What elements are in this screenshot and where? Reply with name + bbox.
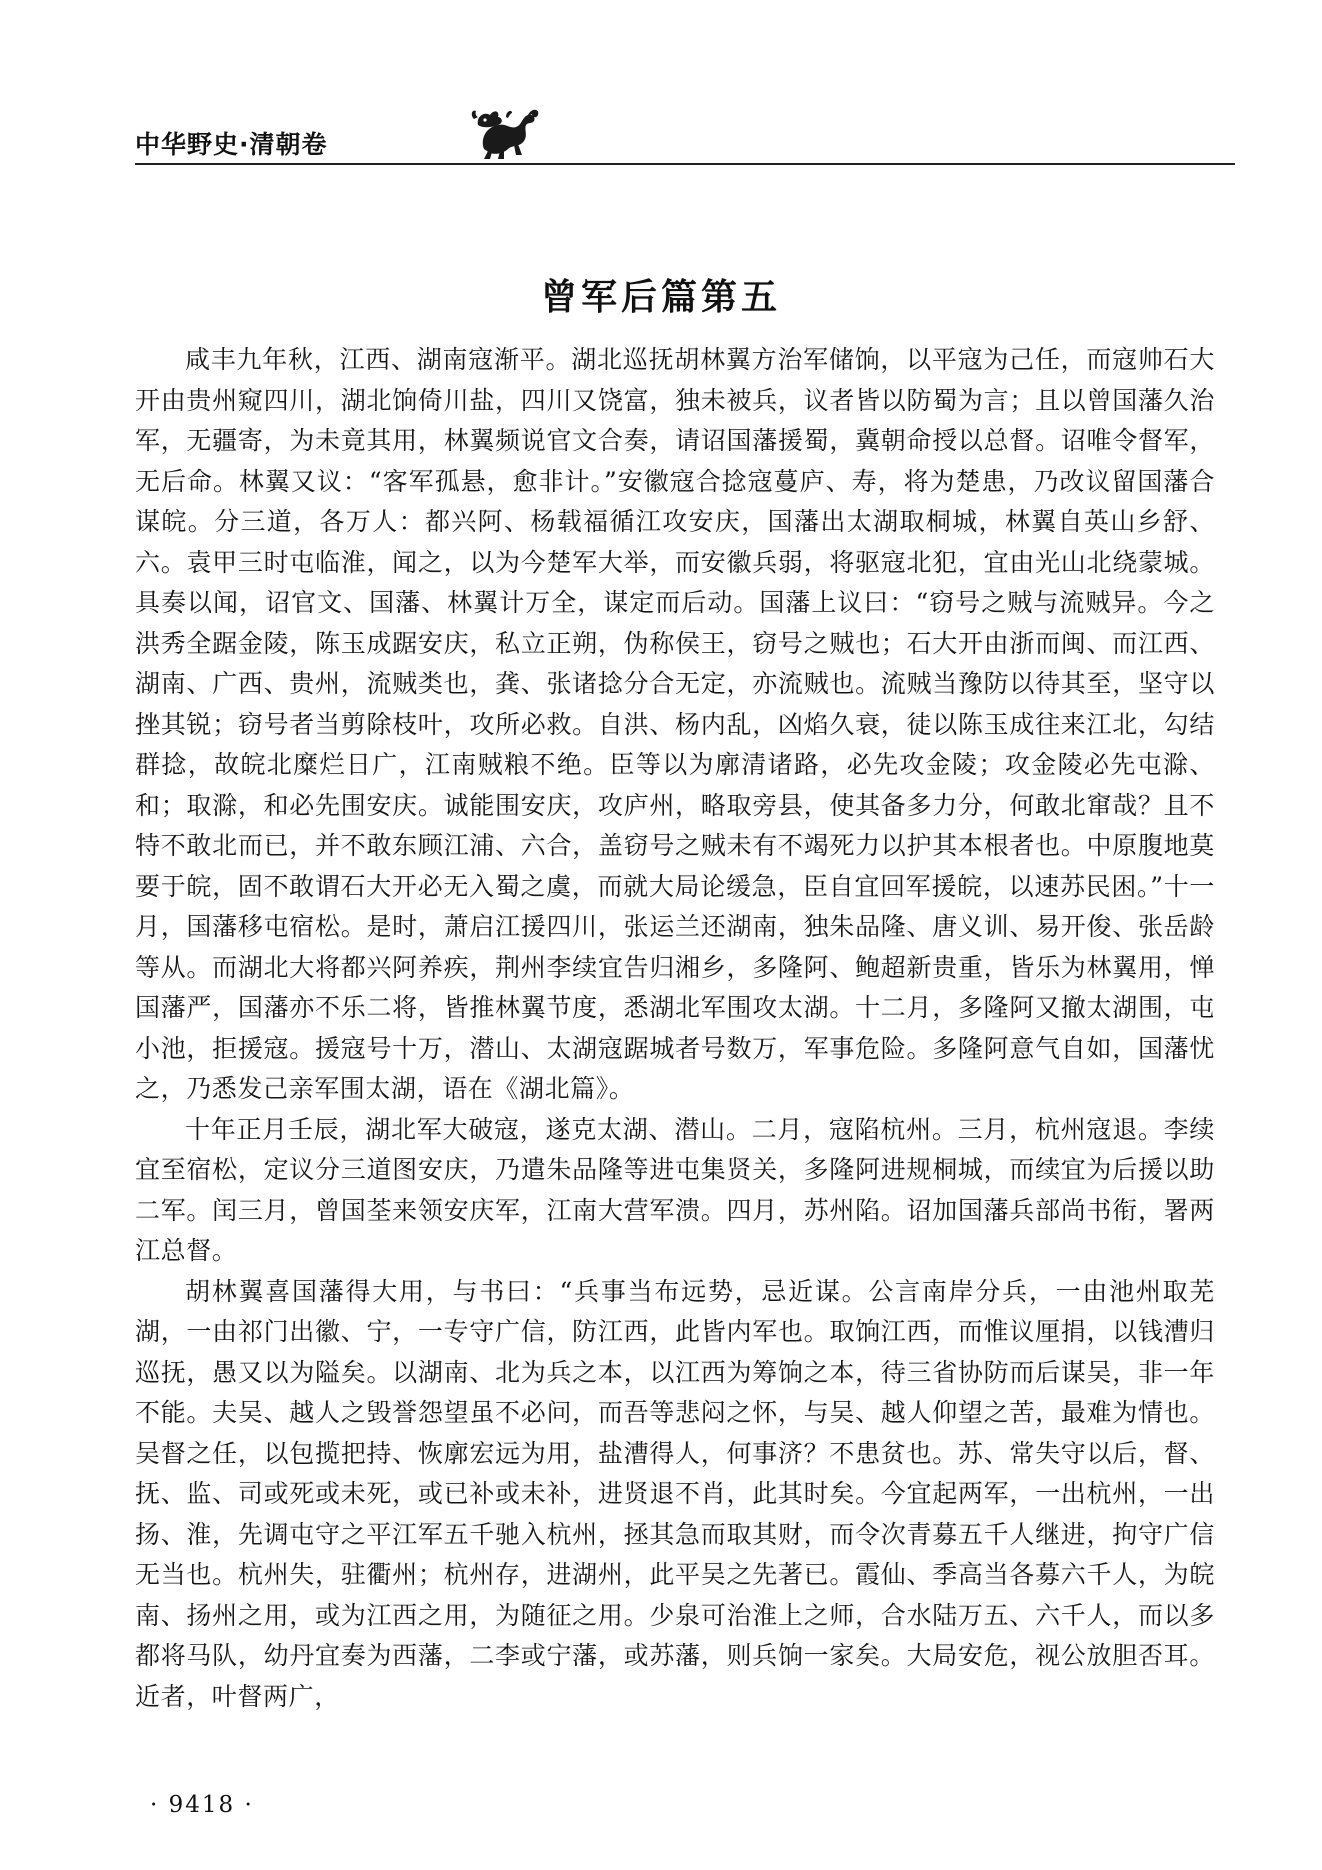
running-header	[135, 105, 1235, 165]
book-title: 中华野史·清朝卷	[135, 130, 328, 159]
paragraph: 胡林翼喜国藩得大用，与书曰：“兵事当布远势，忌近谋。公言南岸分兵，一由池州取芜湖，一由祁门出徽、宁，一专守广信，防江西，此皆内军也。取饷江西，而惟议厘捐，以钱漕归巡抚，愚又以为隘矣。以湖南、北为兵之本，以江西为筹饷之本，待三省协防而后谋吴，非一年不能。夫吴、越人之毁誉怨望虽不必问，而吾等悲闷之怀，与吴、越人仰望之苦，最难为情也。吴督之任，以包揽把持、恢廓宏远为用，盐漕得人，何事济？不患贫也。苏、常失守以后，督、抚、监、司或死或未死，或已补或未补，进贤退不肖，此其时矣。今宜起两军，一出杭州，一出扬、淮，先调屯守之平江军五千驰入杭州，拯其急而取其财，而令次青募五千人继进，拘守广信无当也。杭州失，驻衢州；杭州存，进湖州，此平吴之先著已。霞仙、季高当各募六千人，为皖南、扬州之用，或为江西之用，为随征之用。少泉可治淮上之师，合水陆万五、六千人，而以多都将马队，幼丹宜奏为西藩，二李或宁藩，或苏藩，则兵饷一家矣。大局安危，视公放胆否耳。近者，叶督两广，	[135, 1276, 1215, 1711]
dragon-icon	[470, 105, 540, 160]
paragraph: 咸丰九年秋，江西、湖南寇渐平。湖北巡抚胡林翼方治军储饷，以平寇为己任，而寇帅石大开由贵州窥四川，湖北饷倚川盐，四川又饶富，独未被兵，议者皆以防蜀为言；且以曾国藩久治军，无疆寄，为未竟其用，林翼频说官文合奏，请诏国藩援蜀，冀朝命授以总督。诏唯令督军，无后命。林翼又议：“客军孤悬，愈非计。”安徽寇合捻寇蔓庐、寿，将为楚患，乃改议留国藩合谋皖。分三道，各万人：都兴阿、杨载福循江攻安庆，国藩出太湖取桐城，林翼自英山乡舒、六。袁甲三时屯临淮，闻之，以为今楚军大举，而安徽兵弱，将驱寇北犯，宜由光山北绕蒙城。具奏以闻，诏官文、国藩、林翼计万全，谋定而后动。国藩上议曰：“窃号之贼与流贼异。今之洪秀全踞金陵，陈玉成踞安庆，私立正朔，伪称侯王，窃号之贼也；石大开由浙而闽、而江西、湖南、广西、贵州，流贼类也，龚、张诸捻分合无定，亦流贼也。流贼当豫防以待其至，坚守以挫其锐；窃号者当剪除枝叶，攻所必救。自洪、杨内乱，凶焰久衰，徒以陈玉成往来江北，勾结群捻，故皖北糜烂日广，江南贼粮不绝。臣等以为廓清诸路，必先攻金陵；攻金陵必先屯滁、和；取滁，和必先围安庆。诚能围安庆，攻庐州，略取旁县，使其备多力分，何敢北窜哉？且不特不敢北而已，并不敢东顾江浦、六合，盖窃号之贼未有不竭死力以护其本根者也。中原腹地莫要于皖，固不敢谓石大开必无入蜀之虞，而就大局论缓急，臣自宜回军援皖，以速苏民困。”十一月，国藩移屯宿松。是时，萧启江援四川，张运兰还湖南，独朱品隆、唐义训、易开俊、张岳龄等从。而湖北大将都兴阿养疾，荆州李续宜告归湘乡，多隆阿、鲍超新贵重，皆乐为林翼用，惮国藩严，国藩亦不乐二将，皆推林翼节度，悉湖北军围攻太湖。十二月，多隆阿又撤太湖围，屯小池，拒援寇。援寇号十万，潜山、太湖寇踞城者号数万，军事危险。多隆阿意气自如，国藩忧之，乃悉发己亲军围太湖，语在《湖北篇》。	[135, 345, 1215, 1103]
header-divider	[135, 163, 1235, 165]
paragraph: 十年正月壬辰，湖北军大破寇，遂克太湖、潜山。二月，寇陷杭州。三月，杭州寇退。李续宜至宿松，定议分三道图安庆，乃遣朱品隆等进屯集贤关，多隆阿进规桐城，而续宜为后援以助二军。闰三月，曾国荃来领安庆军，江南大营军溃。四月，苏州陷。诏加国藩兵部尚书衔，署两江总督。	[135, 1114, 1215, 1265]
body-text	[135, 340, 1215, 1717]
page-number: · 9418 ·	[150, 1792, 254, 1818]
chapter-title: 曾军后篇第五	[540, 277, 781, 319]
